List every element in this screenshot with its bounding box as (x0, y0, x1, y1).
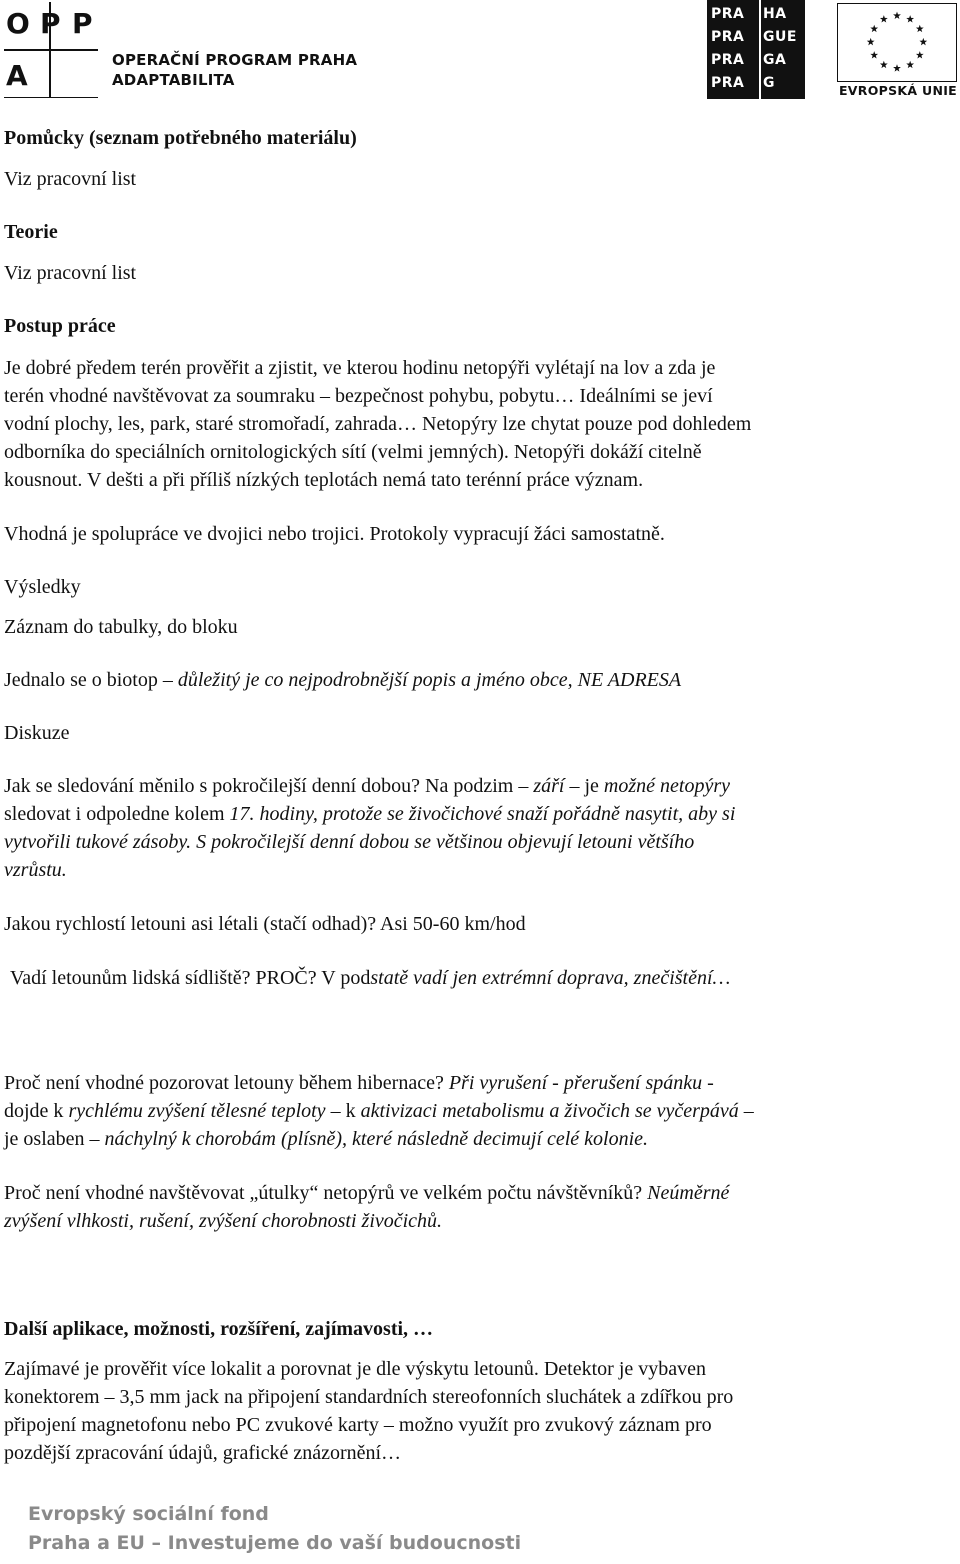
biotop-line (4, 666, 681, 694)
praha-row-1 (707, 4, 805, 25)
q3-line (10, 964, 730, 992)
q4-line-3 (4, 1125, 648, 1153)
footer-line-2: Praha a EU – Investujeme do vaší budoucnosti (28, 1532, 522, 1554)
eu-star-icon (919, 38, 927, 45)
eu-star-icon (880, 61, 888, 68)
postup-extra: Vhodná je spolupráce ve dvojici nebo trojici. Protokoly vypracují žáci samostatně. (4, 523, 665, 545)
postup-line-4: odborníka do speciálních ornitologických sítí (velmi jemných). Netopýři dokáží citelně (4, 441, 702, 463)
eu-star-icon (906, 15, 914, 22)
praha-row-3-left: PRA (711, 52, 745, 68)
postup-line-2: terén vhodné navštěvovat za soumraku – bezpečnost pohybu, pobytu… Ideálními se jeví (4, 385, 713, 407)
vysledky-text: Záznam do tabulky, do bloku (4, 616, 238, 638)
teorie-heading: Teorie (4, 221, 58, 243)
q3-question: Vadí letounům lidská sídliště? PROČ? (10, 967, 322, 989)
eu-star-icon (867, 38, 875, 45)
praha-row-2-right: GUE (763, 29, 797, 45)
opp-letter-p2: P (72, 7, 93, 40)
opp-title-line1: OPERAČNÍ PROGRAM PRAHA (112, 51, 358, 69)
q4-line3a: je oslaben (4, 1128, 90, 1150)
q4-question: Proč není vhodné pozorovat letouny během hibernace? (4, 1072, 449, 1094)
postup-line-3: vodní plochy, les, park, staré stromořadí, zahrada… Netopýry lze chytat pouze pod dohledem (4, 413, 752, 435)
q4-line2a: dojde k (4, 1100, 69, 1122)
praha-row-3 (707, 50, 805, 71)
q1-line-2 (4, 800, 735, 828)
praha-row-2-left: PRA (711, 29, 745, 45)
q2-answer: Asi 50-60 km/hod (380, 913, 526, 935)
praha-row-4-left: PRA (711, 75, 745, 91)
eu-star-icon (916, 51, 924, 58)
q1-answer-d: možné netopýry (603, 775, 730, 797)
q4-line2b: rychlému zvýšení tělesné teploty (68, 1100, 326, 1122)
q1-line-4: vzrůstu. (4, 859, 67, 881)
q5-answer-line1: Neúměrné (647, 1182, 730, 1204)
opp-logo (4, 2, 98, 98)
pomucky-text: Viz pracovní list (4, 168, 137, 190)
opp-title-line2: ADAPTABILITA (112, 71, 235, 89)
q1-question: Jak se sledování měnilo s pokročilejší denní dobou? (4, 775, 426, 797)
eu-star-icon (870, 51, 878, 58)
q5-question: Proč není vhodné navštěvovat „útulky“ netopýrů ve velkém počtu návštěvníků? (4, 1182, 648, 1204)
diskuze-heading: Diskuze (4, 722, 70, 744)
dalsi-line-3: připojení magnetofonu nebo PC zvukové karty – možno využít pro zvukový záznam pro (4, 1414, 712, 1436)
q4-line2d: aktivizaci metabolismu a živočich se vyčerpává – (360, 1100, 754, 1122)
opp-program-title (112, 50, 357, 90)
praha-row-4 (707, 73, 805, 94)
teorie-text: Viz pracovní list (4, 262, 137, 284)
praha-row-3-right: GA (763, 52, 787, 68)
dalsi-line-1: Zajímavé je prověřit více lokalit a porovnat je dle výskytu letounů. Detektor je vybaven (4, 1358, 707, 1380)
opp-letter-p1: P (40, 7, 61, 40)
eu-star-icon (906, 61, 914, 68)
praha-logo (707, 0, 805, 99)
eu-star-icon (880, 15, 888, 22)
q4-line-1 (4, 1069, 714, 1097)
q1-answer-c: je (584, 775, 604, 797)
pomucky-heading: Pomůcky (seznam potřebného materiálu) (4, 127, 357, 149)
q5-line-2: zvýšení vlhkosti, rušení, zvýšení chorobnosti živočichů. (4, 1210, 443, 1232)
eu-star-icon (870, 25, 878, 32)
q4-line3b: – náchylný k chorobám (plísně), které následně decimují celé kolonie. (89, 1128, 649, 1150)
q5-line-1 (4, 1179, 729, 1207)
eu-logo (837, 3, 959, 99)
eu-flag-stars-icon (837, 3, 957, 82)
postup-line-1: Je dobré předem terén prověřit a zjistit, ve kterou hodinu netopýři vylétají na lov a zda je (4, 357, 716, 379)
eu-star-icon (893, 64, 901, 71)
dalsi-line-2: konektorem – 3,5 mm jack na připojení standardních stereofonních sluchátek a zdířkou pro (4, 1386, 734, 1408)
q1-line-3: vytvořili tukové zásoby. S pokročilejší denní dobou se většinou objevují letouni většího (4, 831, 695, 853)
q4-answer-line1: Při vyrušení - přerušení spánku - (448, 1072, 714, 1094)
biotop-note: důležitý je co nejpodrobnější popis a jméno obce, NE ADRESA (177, 669, 682, 691)
dalsi-heading: Další aplikace, možnosti, rozšíření, zajímavosti, … (4, 1318, 434, 1340)
biotop-prefix: Jednalo se o biotop – (4, 669, 178, 691)
praha-row-1-right: HA (763, 6, 787, 22)
page-header (0, 0, 960, 110)
q3-answer-a: V pod (321, 967, 371, 989)
q4-line-2 (4, 1097, 754, 1125)
q1-answer-a: Na podzim (425, 775, 519, 797)
eu-star-icon (893, 12, 901, 19)
q2-question: Jakou rychlostí letouni asi létali (stačí odhad)? (4, 913, 381, 935)
opp-letter-o: O (6, 7, 30, 40)
opp-letter-a: A (6, 59, 28, 92)
q1-line2a: sledovat i odpoledne kolem (4, 803, 230, 825)
praha-row-4-right: G (763, 75, 775, 91)
q4-line2c: – k (325, 1100, 361, 1122)
q1-line2b: 17. hodiny, protože se živočichové snaží pořádně nasytit, aby si (229, 803, 736, 825)
eu-star-icon (916, 25, 924, 32)
page-footer (28, 1500, 521, 1558)
praha-row-1-left: PRA (711, 6, 745, 22)
dalsi-line-4: pozdější zpracování údajů, grafické znázornění… (4, 1442, 402, 1464)
q1-line-1 (4, 772, 730, 800)
eu-label: EVROPSKÁ UNIE (838, 83, 958, 98)
vysledky-heading: Výsledky (4, 576, 81, 598)
q3-answer-b: statě vadí jen extrémní doprava, znečištění… (370, 967, 731, 989)
postup-line-5: kousnout. V dešti a při příliš nízkých teplotách nemá tato terénní práce význam. (4, 469, 644, 491)
q2-line (4, 910, 526, 938)
footer-line-1: Evropský sociální fond (28, 1503, 269, 1525)
postup-heading: Postup práce (4, 315, 116, 337)
q1-answer-b: – září – (518, 775, 585, 797)
praha-row-2 (707, 27, 805, 48)
